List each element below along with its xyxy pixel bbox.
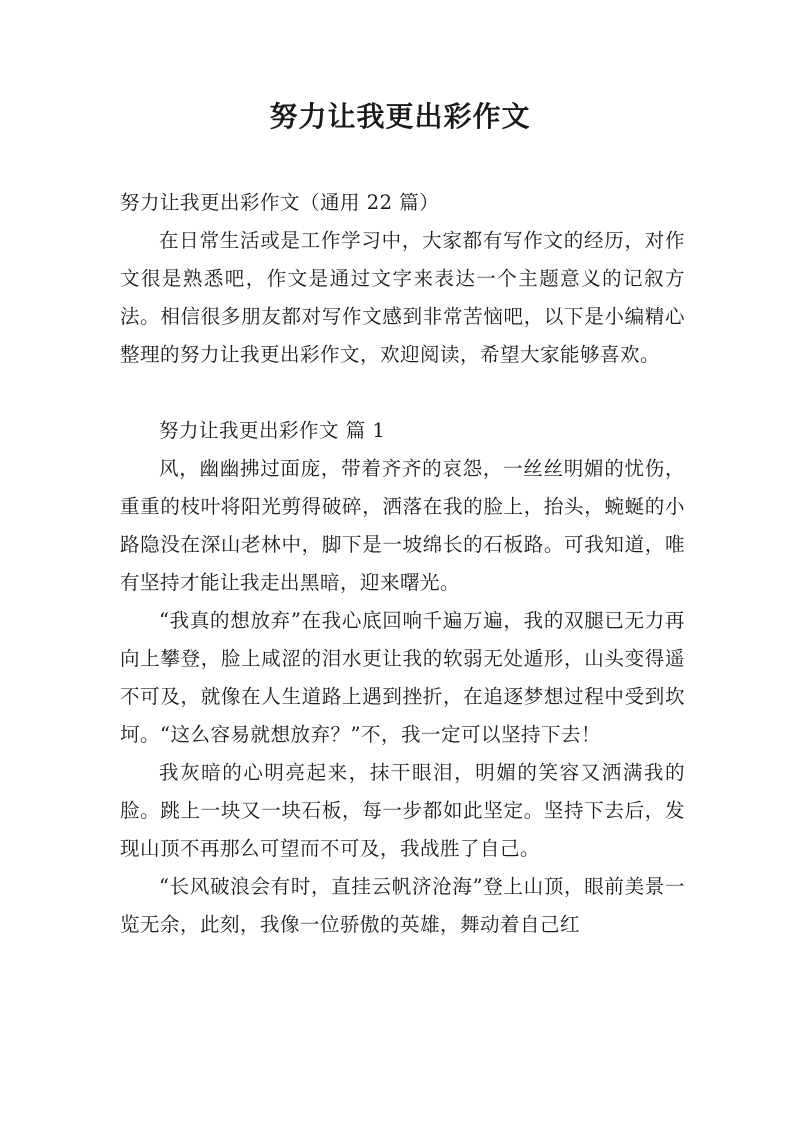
document-subtitle: 努力让我更出彩作文（通用 22 篇）	[120, 191, 440, 214]
section-heading: 努力让我更出彩作文 篇 1	[159, 419, 386, 442]
body-paragraph-2: “我真的想放弃”在我心底回响千遍万遍，我的双腿已无力再向上攀登，脸上咸涩的泪水更让我的软弱无处遁形，山头变得遥不可及，就像在人生道路上遇到挫折，在追逐梦想过程中受到坎坷。“这么容易就想放弃？”不，我一定可以坚持下去！	[120, 609, 685, 746]
document-title: 努力让我更出彩作文	[269, 100, 531, 133]
body-paragraph-4: “长风破浪会有时，直挂云帆济沧海”登上山顶，眼前美景一览无余，此刻，我像一位骄傲的英雄，舞动着自己红	[120, 875, 685, 936]
document-body	[120, 184, 685, 944]
body-paragraph-1: 风，幽幽拂过面庞，带着齐齐的哀怨，一丝丝明媚的忧伤，重重的枝叶将阳光剪得破碎，洒落在我的脸上，抬头，蜿蜒的小路隐没在深山老林中，脚下是一坡绵长的石板路。可我知道，唯有坚持才能让我走出黑暗，迎来曙光。	[120, 457, 685, 594]
intro-paragraph: 在日常生活或是工作学习中，大家都有写作文的经历，对作文很是熟悉吧，作文是通过文字来表达一个主题意义的记叙方法。相信很多朋友都对写作文感到非常苦恼吧，以下是小编精心整理的努力让我更出彩作文，欢迎阅读，希望大家能够喜欢。	[120, 229, 685, 366]
body-paragraph-3: 我灰暗的心明亮起来，抹干眼泪，明媚的笑容又洒满我的脸。跳上一块又一块石板，每一步都如此坚定。坚持下去后，发现山顶不再那么可望而不可及，我战胜了自己。	[120, 761, 685, 860]
